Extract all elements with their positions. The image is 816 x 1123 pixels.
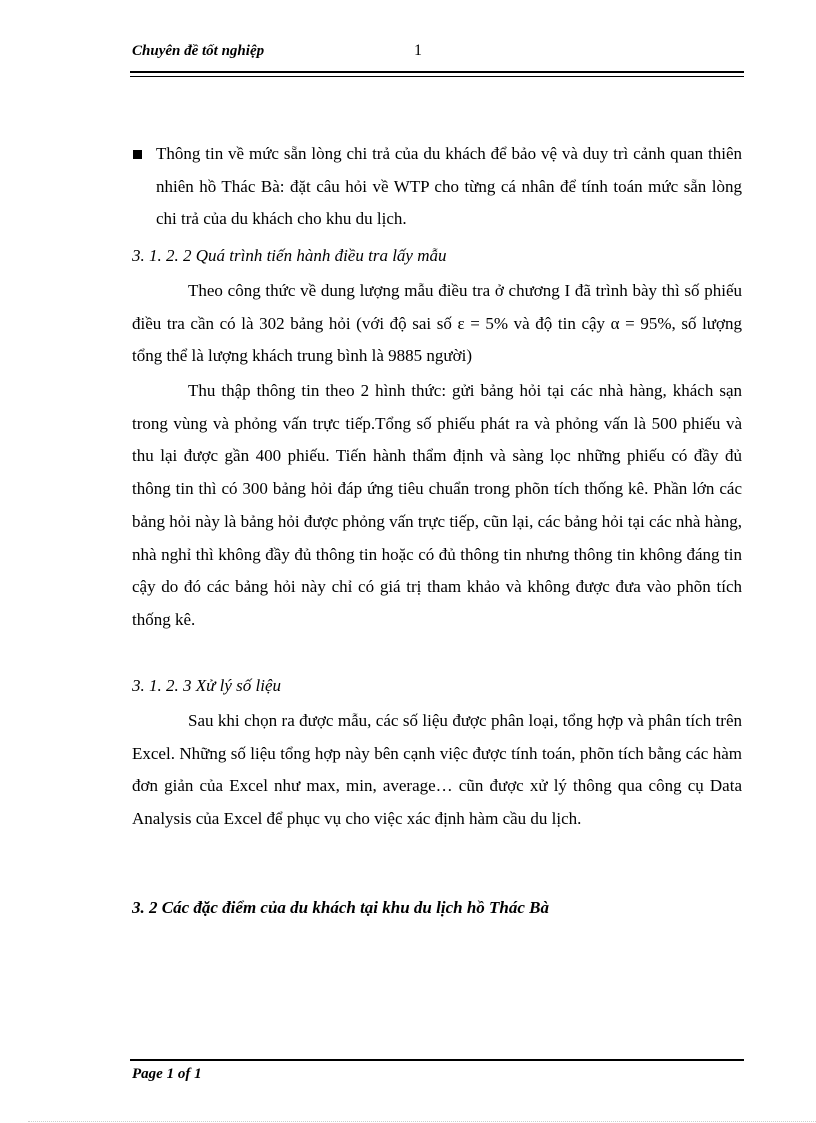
heading-32: 3. 2 Các đặc điểm của du khách tại khu du lịch hồ Thác Bà <box>132 898 550 917</box>
heading-3123: 3. 1. 2. 3 Xử lý số liệu <box>132 676 282 695</box>
paragraph-3122-2: Thu thập thông tin theo 2 hình thức: gửi bảng hỏi tại các nhà hàng, khách sạn trong vùng và phỏng vấn trực tiếp.Tổng số phiếu phát ra và phỏng vấn là 500 phiếu và thu lại được gần 400 phiếu. Tiến hành thẩm định và sàng lọc những phiếu có đầy đủ thông tin thì có 300 bảng hỏi đáp ứng tiêu chuẩn trong phõn tích thống kê. Phần lớn các bảng hỏi này là bảng hỏi được phỏng vấn trực tiếp, cũn lại, các bảng hỏi tại các nhà hàng, nhà nghỉ thì không đầy đủ thông tin hoặc có đủ thông tin nhưng thông tin không đáng tin cậy do đó các bảng hỏi này chỉ có giá trị tham khảo và không được đưa vào phõn tích thống kê. <box>132 381 742 629</box>
header-rule-bottom <box>130 76 744 77</box>
list-item <box>132 138 742 236</box>
heading-3122: 3. 1. 2. 2 Quá trình tiến hành điều tra lấy mẫu <box>132 246 447 265</box>
paragraph-3123: Sau khi chọn ra được mẫu, các số liệu được phân loại, tổng hợp và phân tích trên Excel. Những số liệu tổng hợp này bên cạnh việc được tính toán, phõn tích bằng các hàm đơn giản của Excel như max, min, average… cũn được xử lý thông qua công cụ Data Analysis của Excel để phục vụ cho việc xác định hàm cầu du lịch. <box>132 711 742 829</box>
header-rule-top <box>130 71 744 73</box>
paragraph-3122-1: Theo công thức về dung lượng mẫu điều tra ở chương I đã trình bày thì số phiếu điều tra cần có là 302 bảng hỏi (với độ sai số ε = 5% và độ tin cậy α = 95%, số lượng tổng thể là lượng khách trung bình là 9885 người) <box>132 281 742 366</box>
header-page-number: 1 <box>414 42 422 59</box>
header-title: Chuyên đề tốt nghiệp <box>132 43 265 59</box>
square-bullet-icon <box>133 150 142 159</box>
bullet-text: Thông tin về mức sẵn lòng chi trả của du khách để bảo vệ và duy trì cảnh quan thiên nhiên hồ Thác Bà: đặt câu hỏi về WTP cho từng cá nhân để tính toán mức sẵn lòng chi trả của du khách cho khu du lịch. <box>156 144 742 228</box>
bullet-list <box>132 138 742 236</box>
page-edge-divider <box>28 1121 816 1122</box>
footer-page-label: Page 1 of 1 <box>132 1066 202 1082</box>
footer-rule <box>130 1059 744 1061</box>
